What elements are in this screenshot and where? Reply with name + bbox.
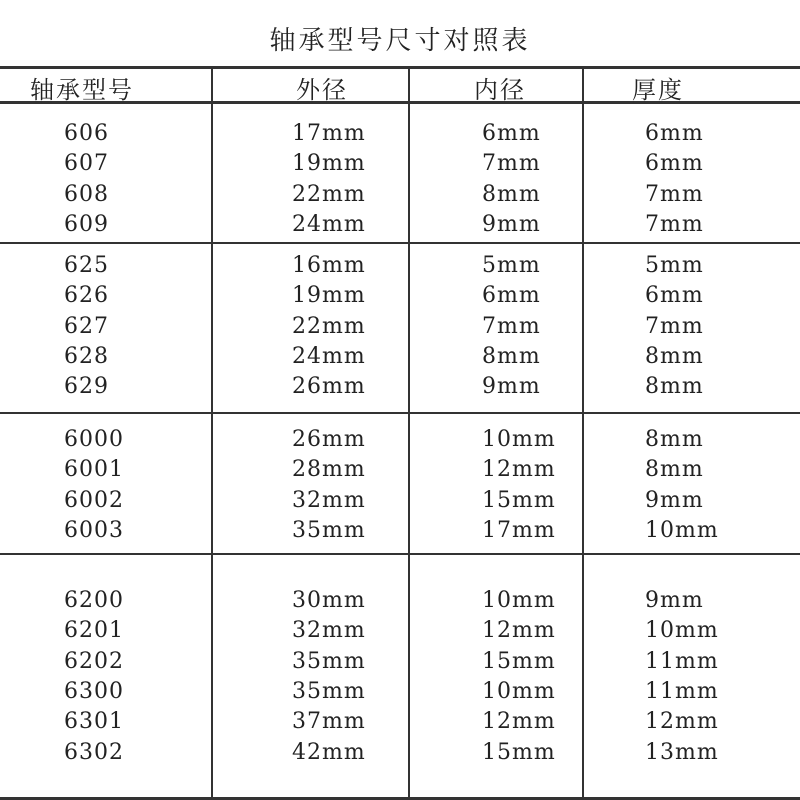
header-outer-diameter: 外径	[296, 76, 348, 104]
thickness-cell: 6mm	[645, 121, 704, 146]
model-cell: 6301	[64, 709, 124, 735]
inner-diameter-cell: 15mm	[482, 487, 556, 513]
inner-diameter-cell: 12mm	[482, 457, 556, 483]
thickness-cell: 7mm	[645, 313, 704, 339]
inner-diameter-cell: 9mm	[482, 374, 541, 400]
model-cell: 628	[64, 343, 109, 369]
outer-diameter-cell: 22mm	[292, 181, 366, 207]
table-top-border	[0, 66, 800, 69]
inner-diameter-cell: 12mm	[482, 709, 556, 735]
outer-diameter-cell: 42mm	[292, 739, 366, 765]
thickness-cell: 11mm	[645, 678, 719, 704]
inner-diameter-cell: 7mm	[482, 313, 541, 339]
inner-diameter-cell: 6mm	[482, 283, 541, 309]
thickness-cell: 8mm	[645, 427, 704, 452]
column-divider	[582, 67, 584, 800]
model-cell: 607	[64, 151, 109, 177]
group-divider	[0, 412, 800, 414]
inner-diameter-cell: 9mm	[482, 211, 541, 237]
inner-diameter-cell: 8mm	[482, 181, 541, 207]
model-cell: 6002	[64, 487, 124, 513]
inner-diameter-cell: 7mm	[482, 151, 541, 177]
thickness-cell: 9mm	[645, 487, 704, 513]
model-cell: 6200	[64, 588, 124, 613]
thickness-cell: 13mm	[645, 739, 719, 765]
outer-diameter-cell: 19mm	[292, 283, 366, 309]
thickness-cell: 6mm	[645, 283, 704, 309]
group-divider	[0, 553, 800, 555]
header-inner-diameter: 内径	[474, 76, 526, 104]
thickness-cell: 8mm	[645, 457, 704, 483]
thickness-cell: 12mm	[645, 709, 719, 735]
inner-diameter-cell: 15mm	[482, 739, 556, 765]
outer-diameter-cell: 30mm	[292, 588, 366, 613]
column-divider	[408, 67, 410, 800]
inner-diameter-cell: 5mm	[482, 253, 541, 278]
model-cell: 625	[64, 253, 109, 278]
inner-diameter-cell: 10mm	[482, 678, 556, 704]
thickness-cell: 5mm	[645, 253, 704, 278]
thickness-cell: 9mm	[645, 588, 704, 613]
outer-diameter-cell: 26mm	[292, 374, 366, 400]
inner-diameter-cell: 8mm	[482, 343, 541, 369]
outer-diameter-cell: 28mm	[292, 457, 366, 483]
inner-diameter-cell: 12mm	[482, 618, 556, 644]
inner-diameter-cell: 10mm	[482, 427, 556, 452]
outer-diameter-cell: 19mm	[292, 151, 366, 177]
inner-diameter-cell: 15mm	[482, 648, 556, 674]
model-cell: 6000	[64, 427, 124, 452]
group-divider	[0, 242, 800, 244]
outer-diameter-cell: 24mm	[292, 343, 366, 369]
inner-diameter-cell: 6mm	[482, 121, 541, 146]
model-cell: 608	[64, 181, 109, 207]
model-cell: 609	[64, 211, 109, 237]
page-title: 轴承型号尺寸对照表	[269, 26, 531, 56]
thickness-cell: 8mm	[645, 343, 704, 369]
inner-diameter-cell: 17mm	[482, 517, 556, 543]
outer-diameter-cell: 17mm	[292, 121, 366, 146]
thickness-cell: 8mm	[645, 374, 704, 400]
header-thickness: 厚度	[632, 76, 684, 104]
outer-diameter-cell: 26mm	[292, 427, 366, 452]
thickness-cell: 6mm	[645, 151, 704, 177]
outer-diameter-cell: 35mm	[292, 517, 366, 543]
outer-diameter-cell: 35mm	[292, 678, 366, 704]
thickness-cell: 11mm	[645, 648, 719, 674]
outer-diameter-cell: 22mm	[292, 313, 366, 339]
model-cell: 6001	[64, 457, 124, 483]
model-cell: 6302	[64, 739, 124, 765]
outer-diameter-cell: 35mm	[292, 648, 366, 674]
model-cell: 6003	[64, 517, 124, 543]
model-cell: 629	[64, 374, 109, 400]
model-cell: 627	[64, 313, 109, 339]
outer-diameter-cell: 32mm	[292, 618, 366, 644]
thickness-cell: 7mm	[645, 181, 704, 207]
model-cell: 6300	[64, 678, 124, 704]
model-cell: 626	[64, 283, 109, 309]
model-cell: 6201	[64, 618, 124, 644]
thickness-cell: 10mm	[645, 618, 719, 644]
thickness-cell: 10mm	[645, 517, 719, 543]
thickness-cell: 7mm	[645, 211, 704, 237]
model-cell: 606	[64, 121, 109, 146]
column-divider	[211, 67, 213, 800]
outer-diameter-cell: 37mm	[292, 709, 366, 735]
model-cell: 6202	[64, 648, 124, 674]
outer-diameter-cell: 24mm	[292, 211, 366, 237]
outer-diameter-cell: 16mm	[292, 253, 366, 278]
outer-diameter-cell: 32mm	[292, 487, 366, 513]
inner-diameter-cell: 10mm	[482, 588, 556, 613]
header-model: 轴承型号	[30, 76, 134, 104]
